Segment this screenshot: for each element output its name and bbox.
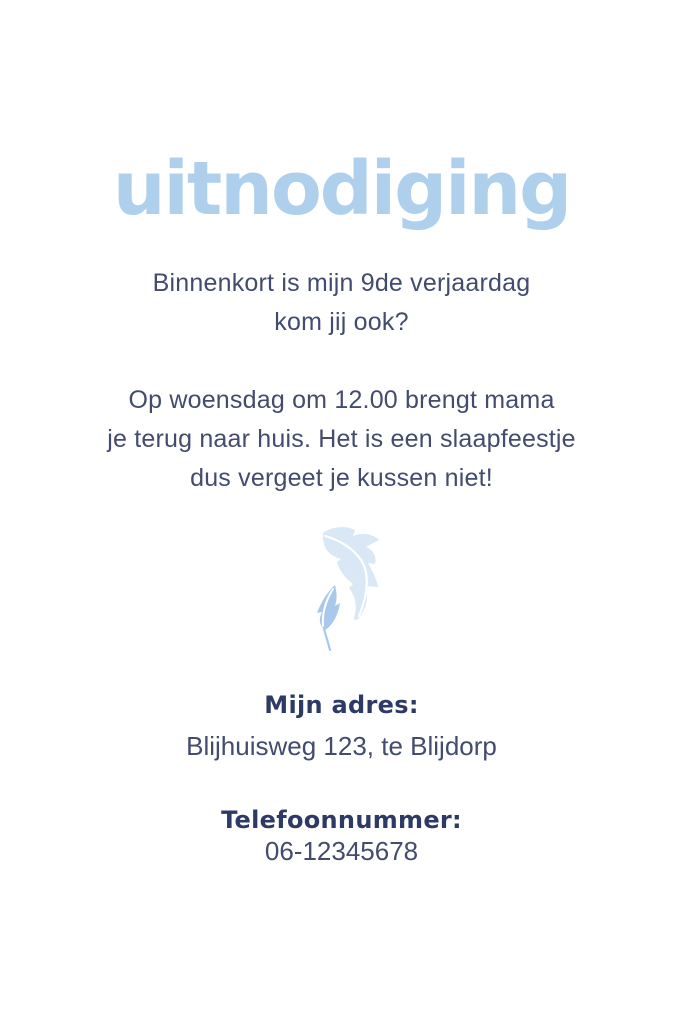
- details-line: je terug naar huis. Het is een slaapfeestje: [107, 425, 576, 453]
- details-paragraph: [40, 381, 643, 498]
- feather-small-icon: [317, 585, 340, 650]
- details-line: Op woensdag om 12.00 brengt mama: [128, 386, 555, 414]
- details-line: dus vergeet je kussen niet!: [190, 464, 493, 492]
- intro-line: kom jij ook?: [274, 308, 409, 336]
- address-label: Mijn adres:: [264, 691, 419, 719]
- intro-paragraph: [40, 264, 643, 342]
- phone-label: Telefoonnummer:: [221, 806, 462, 834]
- card-title: uitnodiging: [112, 146, 571, 232]
- intro-line: Binnenkort is mijn 9de verjaardag: [152, 269, 531, 297]
- phone-value: 06-12345678: [264, 836, 419, 866]
- feathers-icon: [313, 526, 383, 651]
- address-value: Blijhuisweg 123, te Blijdorp: [186, 731, 497, 761]
